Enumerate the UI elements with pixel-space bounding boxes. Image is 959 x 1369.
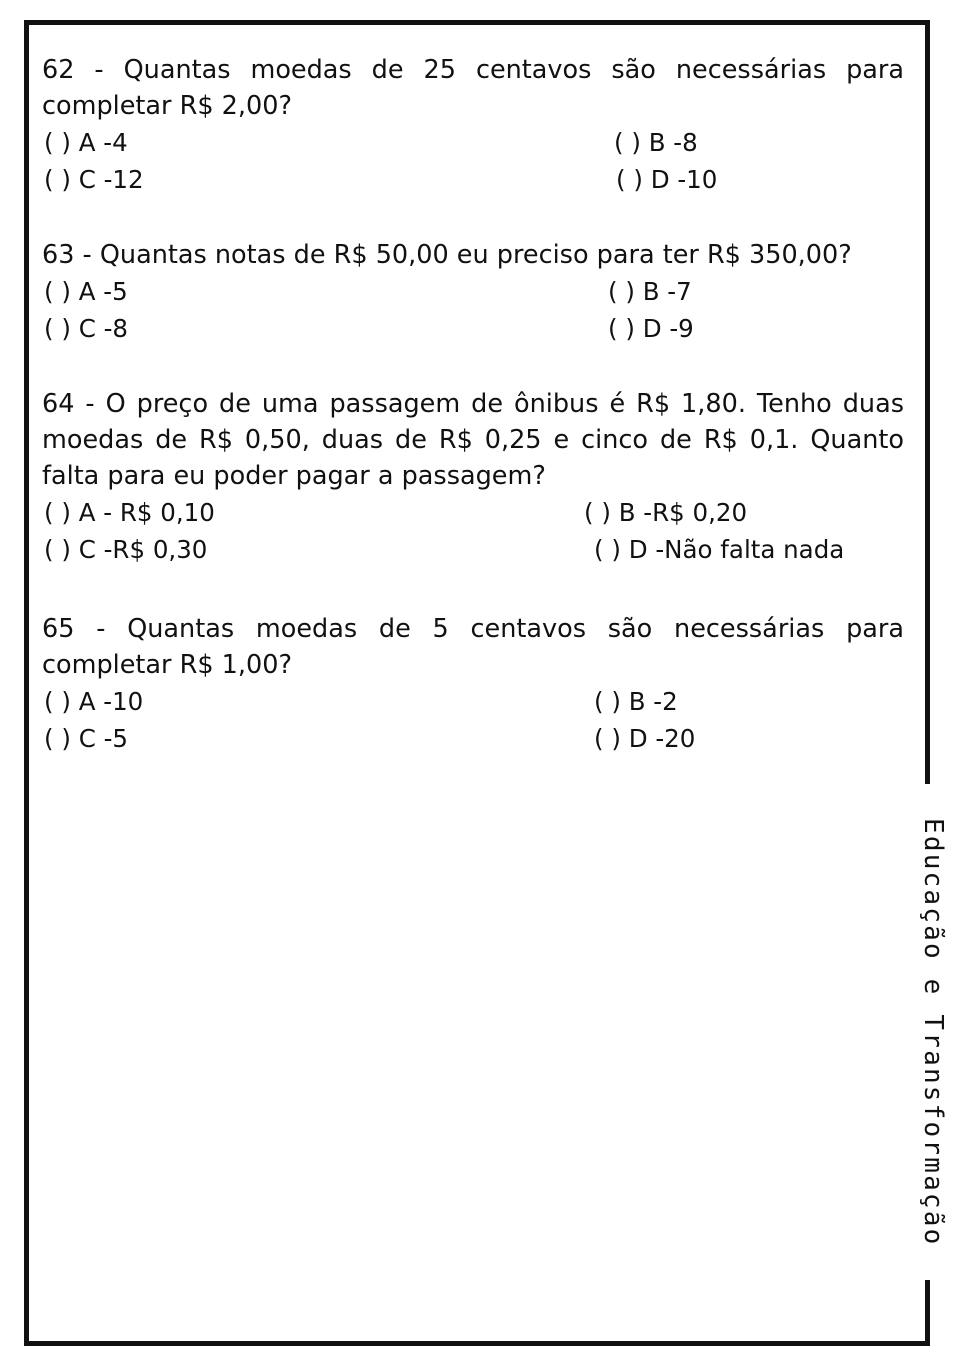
option-a[interactable]: ( ) A -4 <box>44 128 128 157</box>
question-text: 64 - O preço de uma passagem de ônibus é R$ 1,80. Tenho duas moedas de R$ 0,50, duas de R$ 0,25 e cinco de R$ 0,1. Quanto falta para eu poder pagar a passagem? <box>42 389 904 491</box>
option-d[interactable]: ( ) D -9 <box>608 314 694 343</box>
question-text: 62 - Quantas moedas de 25 centavos são necessárias para completar R$ 2,00? <box>42 55 904 121</box>
option-d[interactable]: ( ) D -20 <box>594 724 696 753</box>
option-b[interactable]: ( ) B -8 <box>614 128 698 157</box>
options-row-1 <box>42 683 904 720</box>
question-text: 65 - Quantas moedas de 5 centavos são necessárias para completar R$ 1,00? <box>42 614 904 680</box>
options-row-2 <box>42 310 904 347</box>
option-a[interactable]: ( ) A - R$ 0,10 <box>44 498 215 527</box>
option-b[interactable]: ( ) B -7 <box>608 277 692 306</box>
option-d[interactable]: ( ) D -10 <box>616 165 718 194</box>
watermark-text: Educação e Transformação <box>918 817 948 1247</box>
options-row-2 <box>42 720 904 757</box>
option-a[interactable]: ( ) A -10 <box>44 687 144 716</box>
options-row-1 <box>42 124 904 161</box>
options-row-2 <box>42 531 904 568</box>
question-62 <box>42 52 904 198</box>
options-row-2 <box>42 161 904 198</box>
question-65 <box>42 611 904 757</box>
option-b[interactable]: ( ) B -2 <box>594 687 678 716</box>
option-a[interactable]: ( ) A -5 <box>44 277 128 306</box>
option-c[interactable]: ( ) C -5 <box>44 724 129 753</box>
option-c[interactable]: ( ) C -8 <box>44 314 129 343</box>
option-c[interactable]: ( ) C -R$ 0,30 <box>44 535 208 564</box>
option-b[interactable]: ( ) B -R$ 0,20 <box>584 498 748 527</box>
question-text: 63 - Quantas notas de R$ 50,00 eu preciso para ter R$ 350,00? <box>42 240 852 270</box>
option-d[interactable]: ( ) D -Não falta nada <box>594 535 845 564</box>
option-c[interactable]: ( ) C -12 <box>44 165 144 194</box>
options-row-1 <box>42 273 904 310</box>
question-63 <box>42 237 904 347</box>
question-64 <box>42 386 904 568</box>
watermark-label <box>916 784 950 1280</box>
options-row-1 <box>42 494 904 531</box>
